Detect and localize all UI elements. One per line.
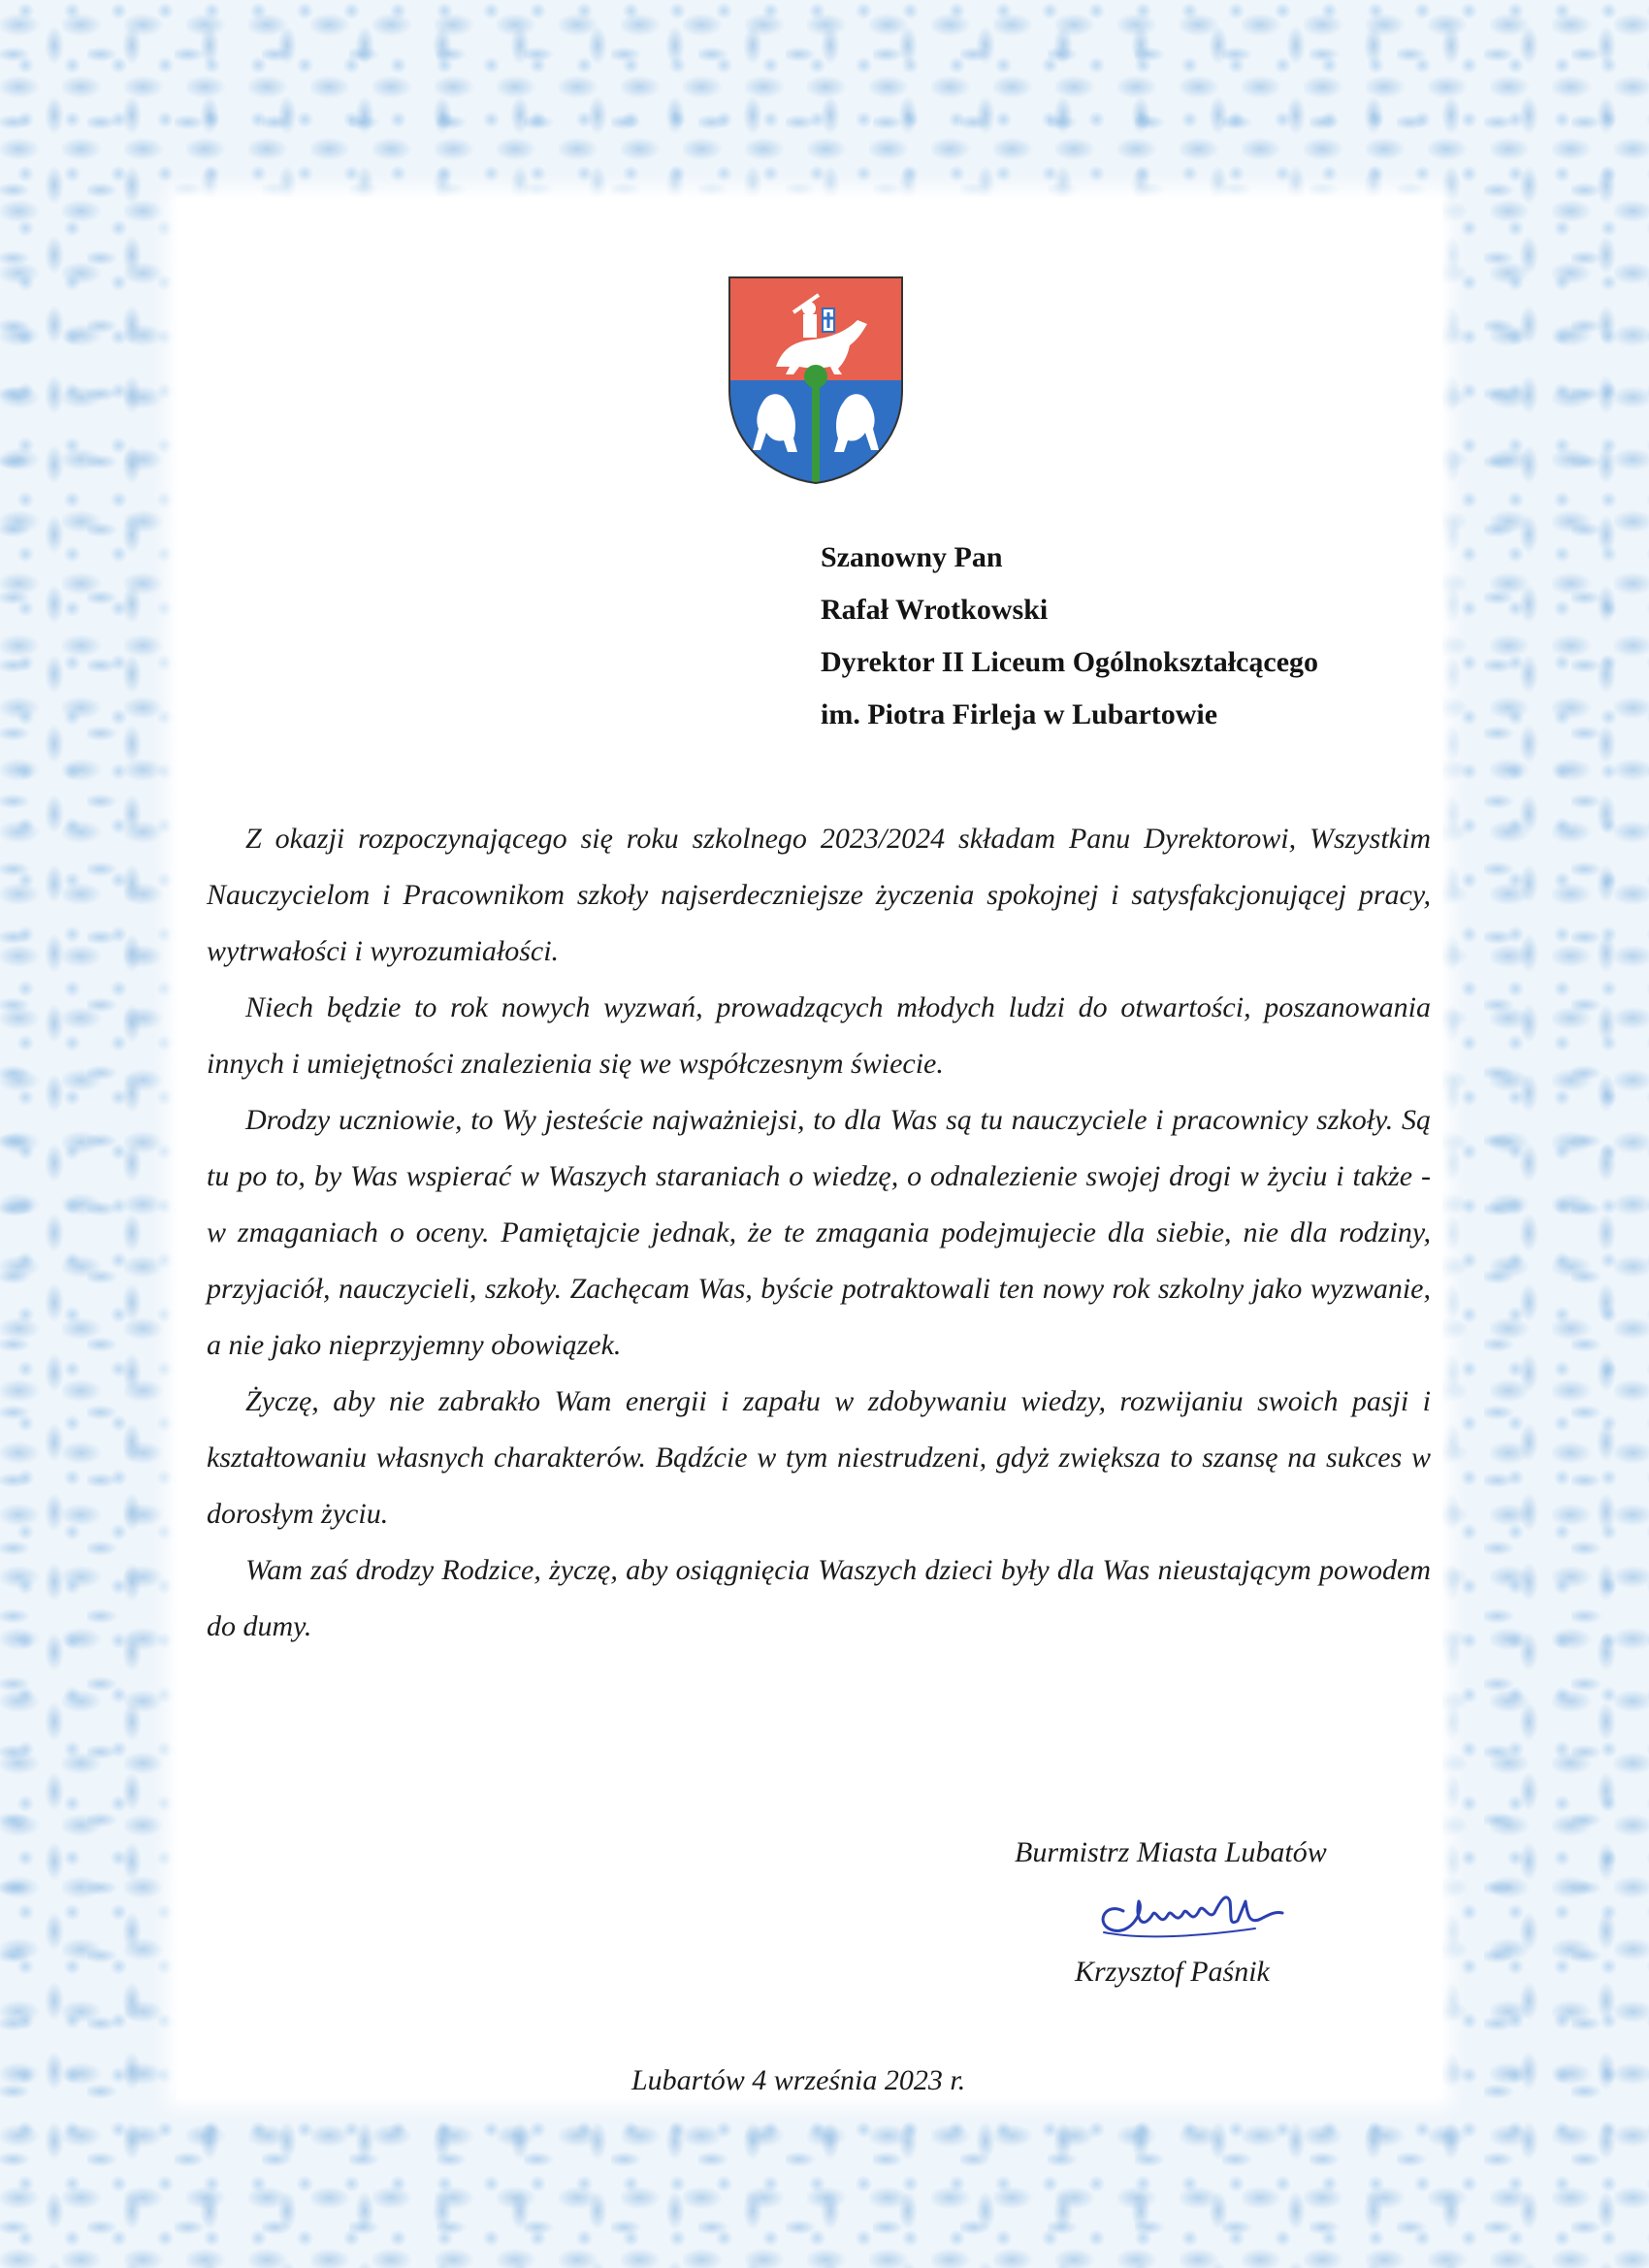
letter-date: Lubartów 4 września 2023 r. [631,2064,966,2096]
signatory-title: Burmistrz Miasta Lubatów [1015,1836,1327,1868]
addressee-salutation: Szanowny Pan [821,541,1003,573]
addressee-name: Rafał Wrotkowski [821,594,1049,626]
signatory-name: Krzysztof Paśnik [1075,1956,1270,1988]
paragraph: Niech będzie to rok nowych wyzwań, prowadzących młodych ludzi do otwartości, poszanowania innych i umiejętności znalezienia się we współczesnym świecie. [207,991,1431,1080]
addressee-school: im. Piotra Firleja w Lubartowie [821,698,1218,730]
paragraph: Wam zaś drodzy Rodzice, życzę, aby osiągnięcia Waszych dzieci były dla Was nieustającym powodem do dumy. [207,1554,1431,1642]
handwritten-signature [1084,1872,1298,1950]
paragraph: Życzę, aby nie zabrakło Wam energii i zapału w zdobywaniu wiedzy, rozwijaniu swoich pasji i kształtowaniu własnych charakterów. Bądźcie w tym niestrudzeni, gdyż zwiększa to szansę na sukces w dorosłym życiu. [207,1385,1431,1530]
letter-body [207,811,1431,1655]
paragraph: Z okazji rozpoczynającego się roku szkolnego 2023/2024 składam Panu Dyrektorowi, Wszystkim Nauczycielom i Pracownikom szkoły najserdeczniejsze życzenia spokojnej i satysfakcjonującej pracy, wytrwałości i wyrozumiałości. [207,823,1431,967]
paragraph: Drodzy uczniowie, to Wy jesteście najważniejsi, to dla Was są tu nauczyciele i pracownicy szkoły. Są tu po to, by Was wspierać w Waszych staraniach o wiedzę, o odnalezienie swojej drogi w życiu i także - w zmaganiach o oceny. Pamiętajcie jednak, że te zmagania podejmujecie dla siebie, nie dla rodziny, przyjaciół, nauczycieli, szkoły. Zachęcam Was, byście potraktowali ten nowy rok szkolny jako wyzwanie, a nie jako nieprzyjemny obowiązek. [207,1104,1431,1361]
addressee-position: Dyrektor II Liceum Ogólnokształcącego [821,646,1319,678]
coat-of-arms-icon [726,274,906,487]
addressee-block [821,532,1403,741]
